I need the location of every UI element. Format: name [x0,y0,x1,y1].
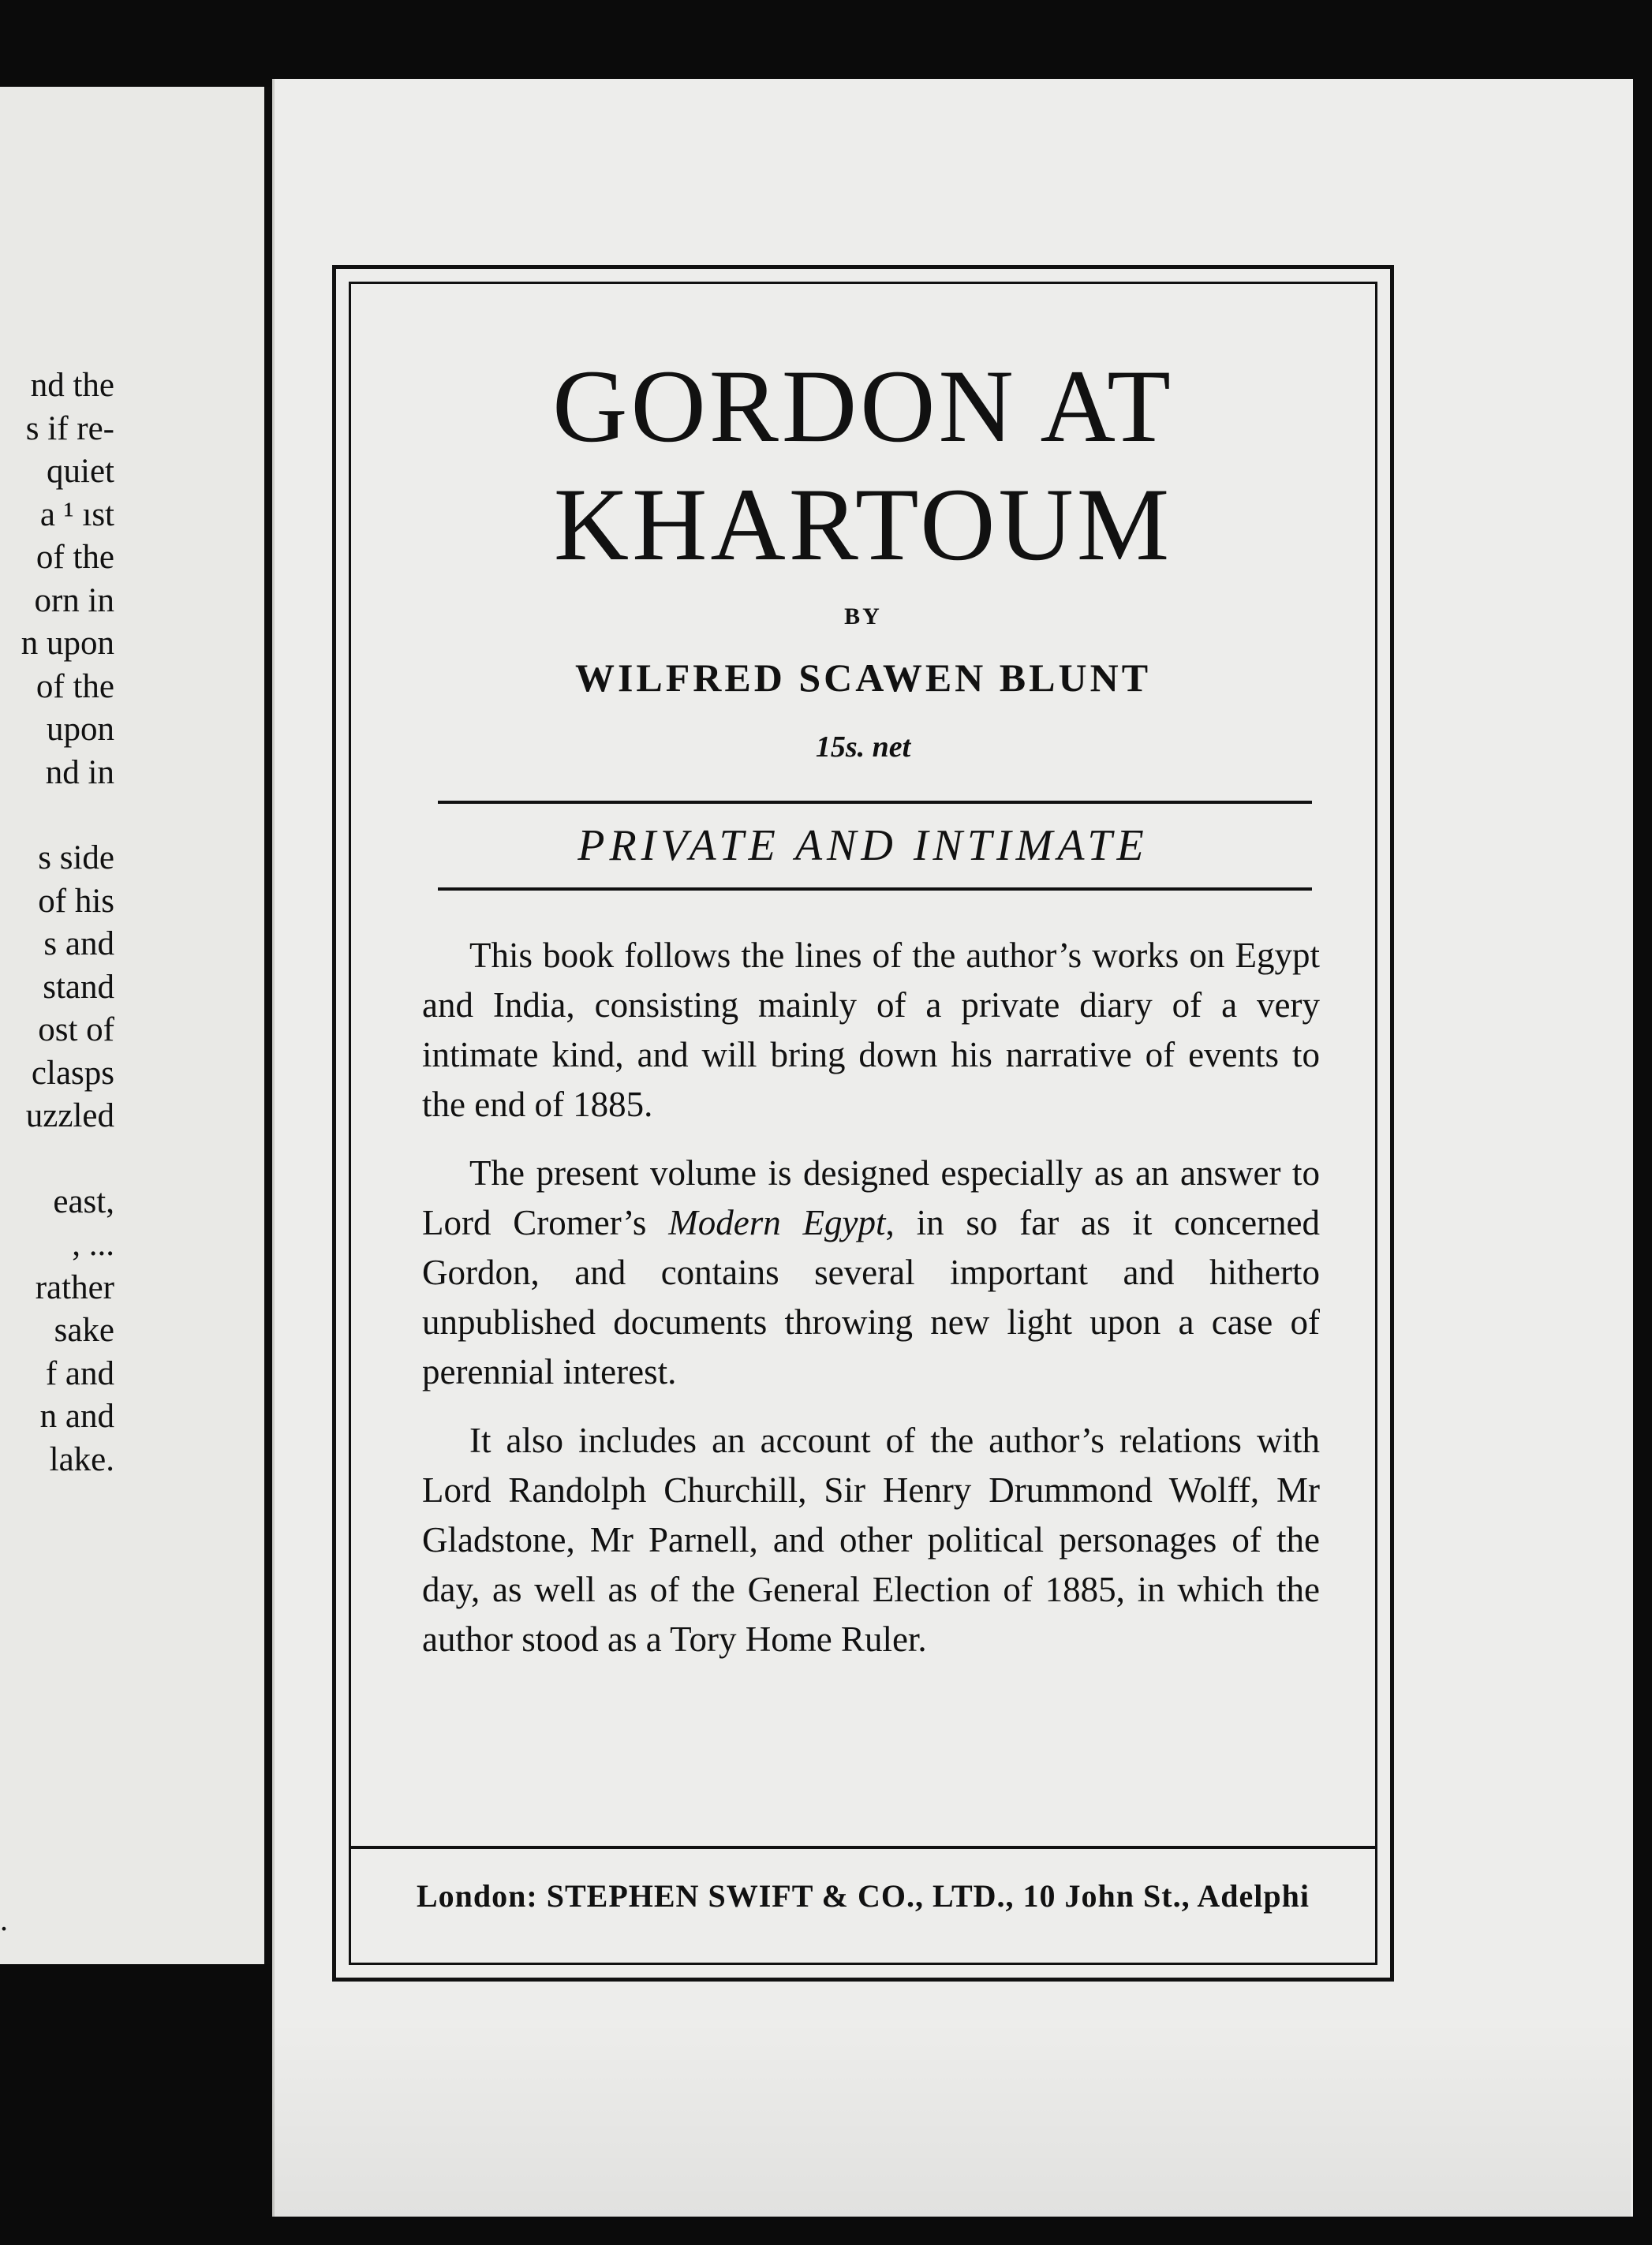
facing-page-line: s if re- [25,409,114,447]
facing-page-line: east, [53,1182,114,1220]
description-paragraph-1: This book follows the lines of the author’s works on Egypt and India, consisting mainly of a private diary of a very intimate kind, and will bring down his narrative of events to the end of 1885. [422,936,1320,1124]
facing-page-line: stand [43,968,114,1006]
facing-page-line: sake [54,1312,114,1349]
heading-rule-top [438,801,1312,804]
advertisement-frame [332,265,1394,1982]
facing-page-line: ost of [38,1011,114,1048]
facing-page-left [0,87,271,1964]
description-body [422,931,1320,1683]
section-heading: PRIVATE AND INTIMATE [577,821,1149,870]
facing-page-line: of the [36,667,114,705]
facing-page-line: of his [38,882,114,920]
book-title-line-1: GORDON AT [552,348,1174,464]
facing-page-line: quiet [47,453,114,490]
book-title [351,347,1375,584]
facing-page-line: n and [39,1398,114,1435]
facing-page-line: rather [35,1268,114,1306]
facing-page-line: nd in [45,753,114,791]
footer-rule [351,1846,1375,1849]
advertisement-inner-frame [349,282,1377,1965]
facing-page-line: a ¹ ıst [39,495,114,533]
facing-page-line: upon [47,711,114,748]
heading-rule-bottom [438,887,1312,891]
by-label: BY [844,603,882,629]
cited-book-title: Modern Egypt [668,1203,886,1242]
paragraph-2-text-a: The present volume is designed especially as an answer to Lord Cromer’s [422,1153,1320,1242]
facing-page-line: , ... [72,1226,114,1263]
facing-page-text [21,364,114,1481]
author-name: WILFRED SCAWEN BLUNT [574,656,1152,700]
facing-page-line [21,1138,114,1181]
paragraph-2-text-b: , in so far as it concerned Gordon, and contains several important and hitherto unpublished documents throwing new light upon a case of perennial interest. [422,1203,1321,1391]
facing-page-line: s side [38,839,114,876]
facing-page-line: clasps [31,1054,114,1092]
book-title-line-2: KHARTOUM [553,466,1173,582]
publisher-footer: London: STEPHEN SWIFT & CO., LTD., 10 John St., Adelphi [416,1878,1310,1914]
facing-page-line: n upon [21,625,114,662]
facing-page-line: uzzled [25,1097,114,1134]
facing-page-line: f and [45,1354,114,1392]
price: 15s. net [815,730,911,764]
description-paragraph-3: It also includes an account of the author’s relations with Lord Randolph Churchill, Sir Henry Drummond Wolff, Mr Gladstone, Mr Parnell, and other political personages of the day, as well as of the General Election of 1885, in which the author stood as a Tory Home Ruler. [422,1421,1320,1659]
facing-page-line: lake. [49,1440,114,1478]
facing-page-line: orn in [34,581,114,619]
facing-page-line [21,794,114,837]
facing-page-line: s and [43,925,114,962]
facing-page-mark: . [0,1902,8,1937]
description-paragraph-2 [422,1149,1320,1397]
facing-page-line: of the [36,539,114,576]
advertisement-page [272,79,1633,2217]
facing-page-line: nd the [30,367,114,404]
